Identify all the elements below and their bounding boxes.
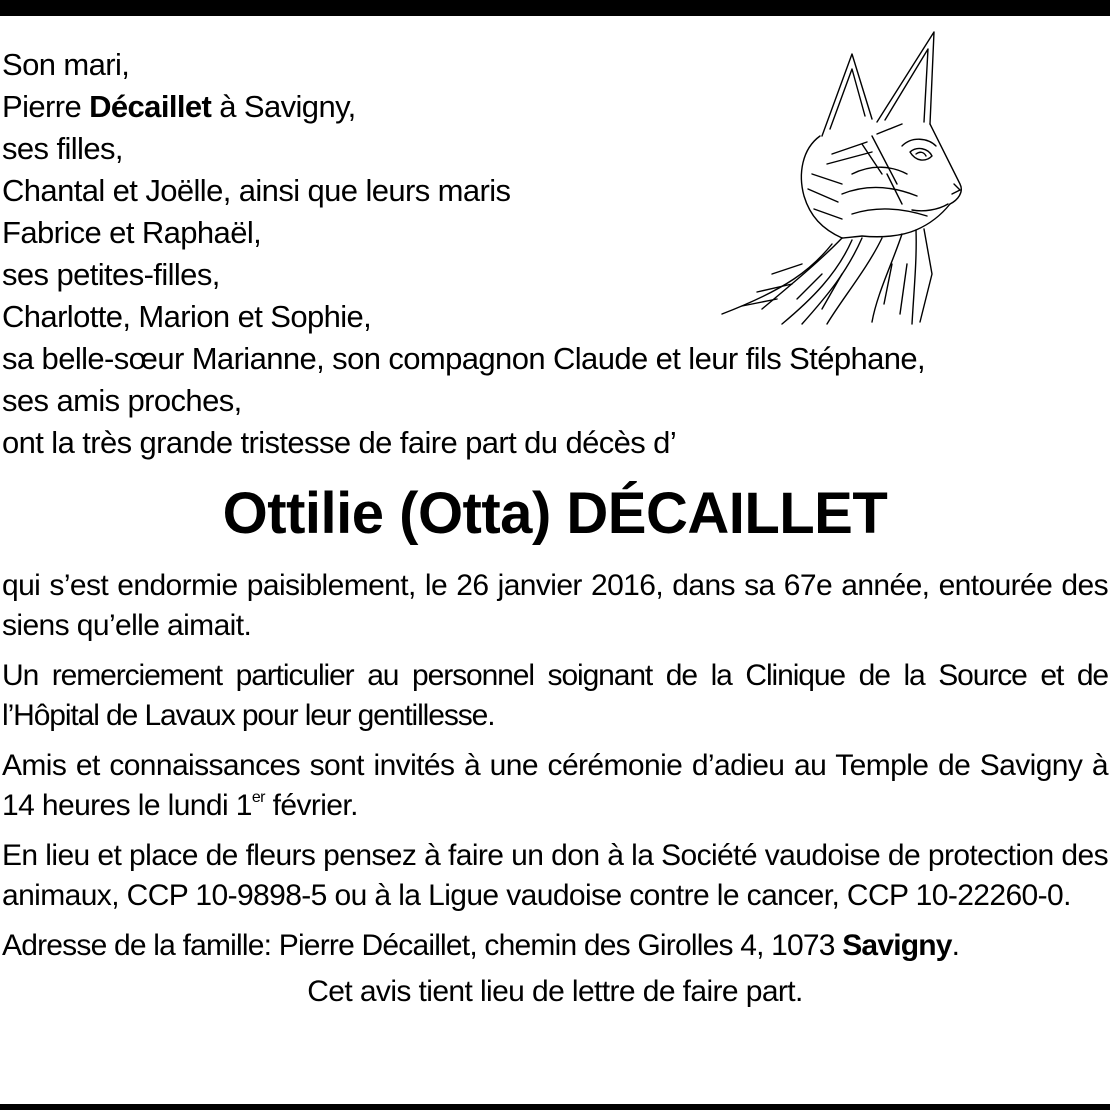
paragraph-donations: En lieu et place de fleurs pensez à faire un don à la Société vaudoise de protection des animaux, CCP 10-9898-5 ou à la Ligue vaudoise contre le cancer, CCP 10-22260-0.: [2, 839, 1108, 912]
family-address: [2, 926, 1108, 966]
notice-body: [2, 566, 1108, 1012]
footer-note: Cet avis tient lieu de lettre de faire part.: [307, 975, 803, 1008]
top-border-rule: [0, 0, 1110, 16]
ceremony-text: février.: [264, 789, 358, 822]
ordinal-superscript: er: [251, 789, 265, 806]
intro-line: ses amis proches,: [2, 383, 242, 418]
intro-line: ses petites-filles,: [2, 257, 220, 292]
intro-line: Charlotte, Marion et Sophie,: [2, 299, 372, 334]
intro-line: ses filles,: [2, 131, 123, 166]
ceremony-text: Amis et connaissances sont invités à une cérémonie d’adieu au Temple de Savigny à 14 heures le lundi 1: [2, 749, 1108, 822]
intro-text: à Savigny,: [211, 89, 356, 124]
paragraph-thanks: Un remerciement particulier au personnel soignant de la Clinique de la Source et de l’Hôpital de Lavaux pour leur gentillesse.: [2, 659, 1108, 732]
deceased-name-heading: Ottilie (Otta) DÉCAILLET: [222, 481, 888, 546]
address-text: Adresse de la famille: Pierre Décaillet, chemin des Girolles 4, 1073: [2, 929, 843, 962]
address-town: Savigny: [842, 929, 952, 962]
intro-line: sa belle-sœur Marianne, son compagnon Claude et leur fils Stéphane,: [2, 341, 926, 376]
intro-line: Son mari,: [2, 47, 130, 82]
intro-text: Pierre: [2, 89, 90, 124]
bottom-border-rule: [0, 1104, 1110, 1110]
intro-line: ont la très grande tristesse de faire part du décès d’: [2, 425, 677, 460]
address-text: .: [951, 929, 960, 962]
cat-sketch-illustration: [702, 24, 977, 329]
paragraph-ceremony: [2, 746, 1108, 826]
paragraph-passing: qui s’est endormie paisiblement, le 26 janvier 2016, dans sa 67e année, entourée des siens qu’elle aimait.: [2, 569, 1108, 642]
intro-line: Fabrice et Raphaël,: [2, 215, 262, 250]
family-surname: Décaillet: [89, 89, 212, 124]
intro-line: Chantal et Joëlle, ainsi que leurs maris: [2, 173, 511, 208]
